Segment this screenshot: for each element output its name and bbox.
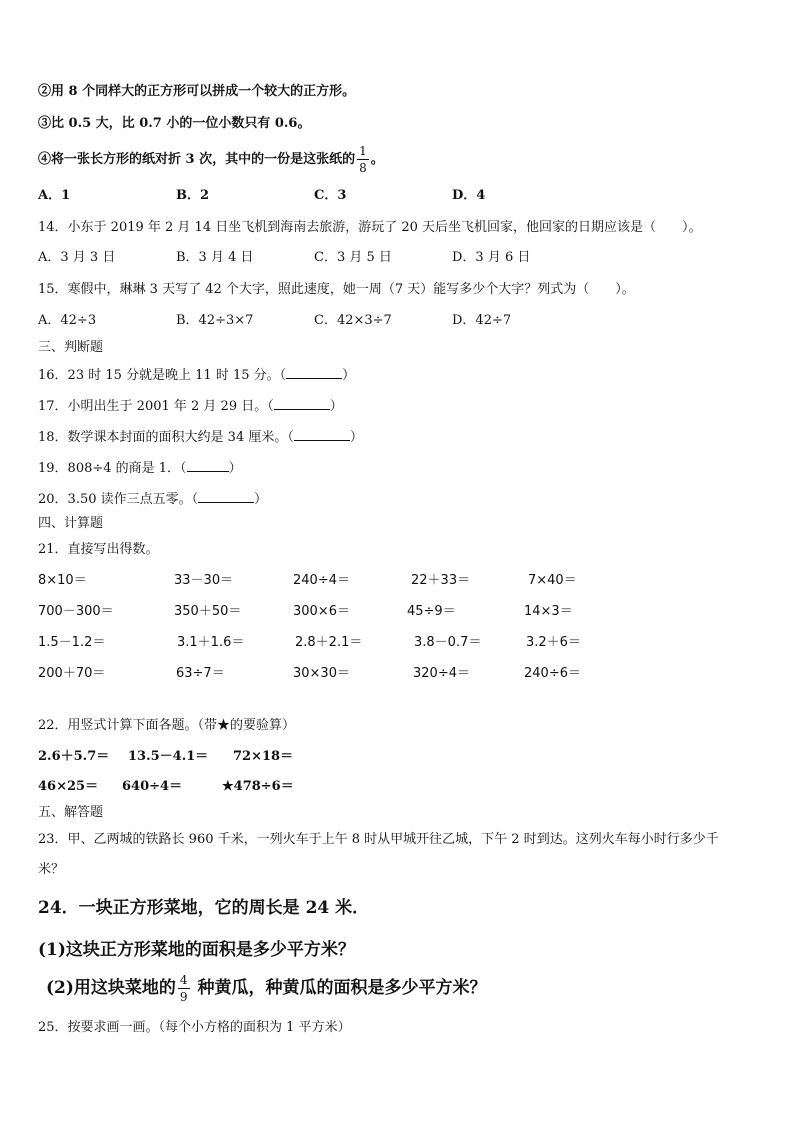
oral-calc-item: 14×3＝: [524, 604, 573, 619]
q15-option-a[interactable]: A．42÷3: [38, 313, 97, 328]
section-3-heading: 三、判断题: [38, 340, 104, 355]
judge-q17: 17．小明出生于 2001 年 2 月 29 日。（ ）: [38, 399, 343, 414]
answer-blank[interactable]: [286, 366, 342, 379]
q13-option-b[interactable]: B．2: [176, 188, 210, 203]
oral-calc-item: 3.8－0.7＝: [414, 635, 482, 650]
judge-q16: 16．23 时 15 分就是晚上 11 时 15 分。（ ）: [38, 368, 356, 383]
section-4-heading: 四、计算题: [38, 516, 104, 531]
q15-text: 15．寒假中，琳琳 3 天写了 42 个大字，照此速度，她一周（7 天）能写多少个大字？列式为（ ）。: [38, 282, 635, 297]
section-5-heading: 五、解答题: [38, 805, 104, 820]
q24-subquestion-2: (2)用这块菜地的 $\frac{4}{9}$ 种黄瓜，种黄瓜的面积是多少平方米？: [46, 973, 487, 1004]
vertical-calc-item: 2.6＋5.7＝: [38, 749, 110, 764]
judge-q18: 18．数学课本封面的面积大约是 34 厘米。（ ）: [38, 430, 363, 445]
statement-4-end: 。: [370, 152, 384, 167]
oral-calc-item: 2.8＋2.1＝: [295, 635, 363, 650]
vertical-calc-item: ★478÷6＝: [222, 779, 294, 794]
oral-calc-item: 45÷9＝: [407, 604, 456, 619]
q22-title: 22．用竖式计算下面各题。（带★的要验算）: [38, 718, 296, 733]
oral-calc-item: 200＋70＝: [38, 666, 106, 681]
statement-3: ③比 0.5 大，比 0.7 小的一位小数只有 0.6。: [38, 116, 311, 131]
oral-calc-item: 350＋50＝: [174, 604, 242, 619]
oral-calc-item: 700－300＝: [38, 604, 114, 619]
q13-option-d[interactable]: D．4: [452, 188, 486, 203]
oral-calc-item: 320÷4＝: [413, 666, 470, 681]
judge-q19: 19．808÷4 的商是 1．（ ）: [38, 461, 242, 476]
q24-line-1: 24．一块正方形菜地，它的周长是 24 米．: [38, 898, 370, 918]
oral-calc-item: 8×10＝: [38, 573, 87, 588]
q15-option-c[interactable]: C．42×3÷7: [314, 313, 392, 328]
q13-option-a[interactable]: A．1: [38, 188, 71, 203]
q14-option-d[interactable]: D．3 月 6 日: [452, 250, 531, 265]
judge-q20: 20．3.50 读作三点五零。（ ）: [38, 492, 268, 507]
statement-2: ②用 8 个同样大的正方形可以拼成一个较大的正方形。: [38, 84, 356, 99]
vertical-calc-item: 46×25＝: [38, 779, 99, 794]
vertical-calc-item: 640÷4＝: [122, 779, 183, 794]
oral-calc-item: 33－30＝: [174, 573, 234, 588]
q25-text: 25．按要求画一画。（每个小方格的面积为 1 平方米）: [38, 1020, 351, 1035]
statement-4: [38, 145, 384, 175]
fraction-four-ninths: $\frac{4}{9}$: [179, 973, 188, 1004]
oral-calc-item: 3.1＋1.6＝: [177, 635, 245, 650]
answer-blank[interactable]: [274, 397, 330, 410]
q13-option-c[interactable]: C．3: [314, 188, 347, 203]
q14-text: 14．小东于 2019 年 2 月 14 日坐飞机到海南去旅游，游玩了 20 天后坐飞机回家，他回家的日期应该是（ ）。: [38, 220, 702, 235]
vertical-calc-item: 72×18＝: [233, 749, 294, 764]
vertical-calc-item: 13.5－4.1＝: [128, 749, 209, 764]
oral-calc-item: 22＋33＝: [411, 573, 471, 588]
q23-line-1: 23．甲、乙两城的铁路长 960 千米，一列火车于上午 8 时从甲城开往乙城，下午 2 时到达。这列火车每小时行多少千: [38, 832, 719, 847]
q24-subquestion-1: (1)这块正方形菜地的面积是多少平方米？: [38, 940, 355, 960]
q15-option-d[interactable]: D．42÷7: [452, 313, 512, 328]
oral-calc-item: 1.5－1.2＝: [38, 635, 106, 650]
fraction-one-eighth: $\frac{1}{8}$: [359, 144, 367, 175]
q15-option-b[interactable]: B．42÷3×7: [176, 313, 254, 328]
answer-blank[interactable]: [294, 428, 350, 441]
oral-calc-item: 7×40＝: [528, 573, 577, 588]
q23-line-2: 米？: [38, 862, 65, 877]
q14-option-c[interactable]: C．3 月 5 日: [314, 250, 392, 265]
oral-calc-item: 240÷6＝: [524, 666, 581, 681]
oral-calc-item: 30×30＝: [293, 666, 350, 681]
statement-4-text: ④将一张长方形的纸对折 3 次，其中的一份是这张纸的: [38, 152, 356, 167]
oral-calc-item: 240÷4＝: [293, 573, 350, 588]
q14-option-a[interactable]: A．3 月 3 日: [38, 250, 116, 265]
answer-blank[interactable]: [187, 459, 229, 472]
answer-blank[interactable]: [198, 490, 254, 503]
q14-option-b[interactable]: B．3 月 4 日: [176, 250, 254, 265]
oral-calc-item: 3.2＋6＝: [526, 635, 581, 650]
oral-calc-item: 300×6＝: [293, 604, 350, 619]
oral-calc-item: 63÷7＝: [176, 666, 225, 681]
q21-title: 21．直接写出得数。: [38, 542, 159, 557]
